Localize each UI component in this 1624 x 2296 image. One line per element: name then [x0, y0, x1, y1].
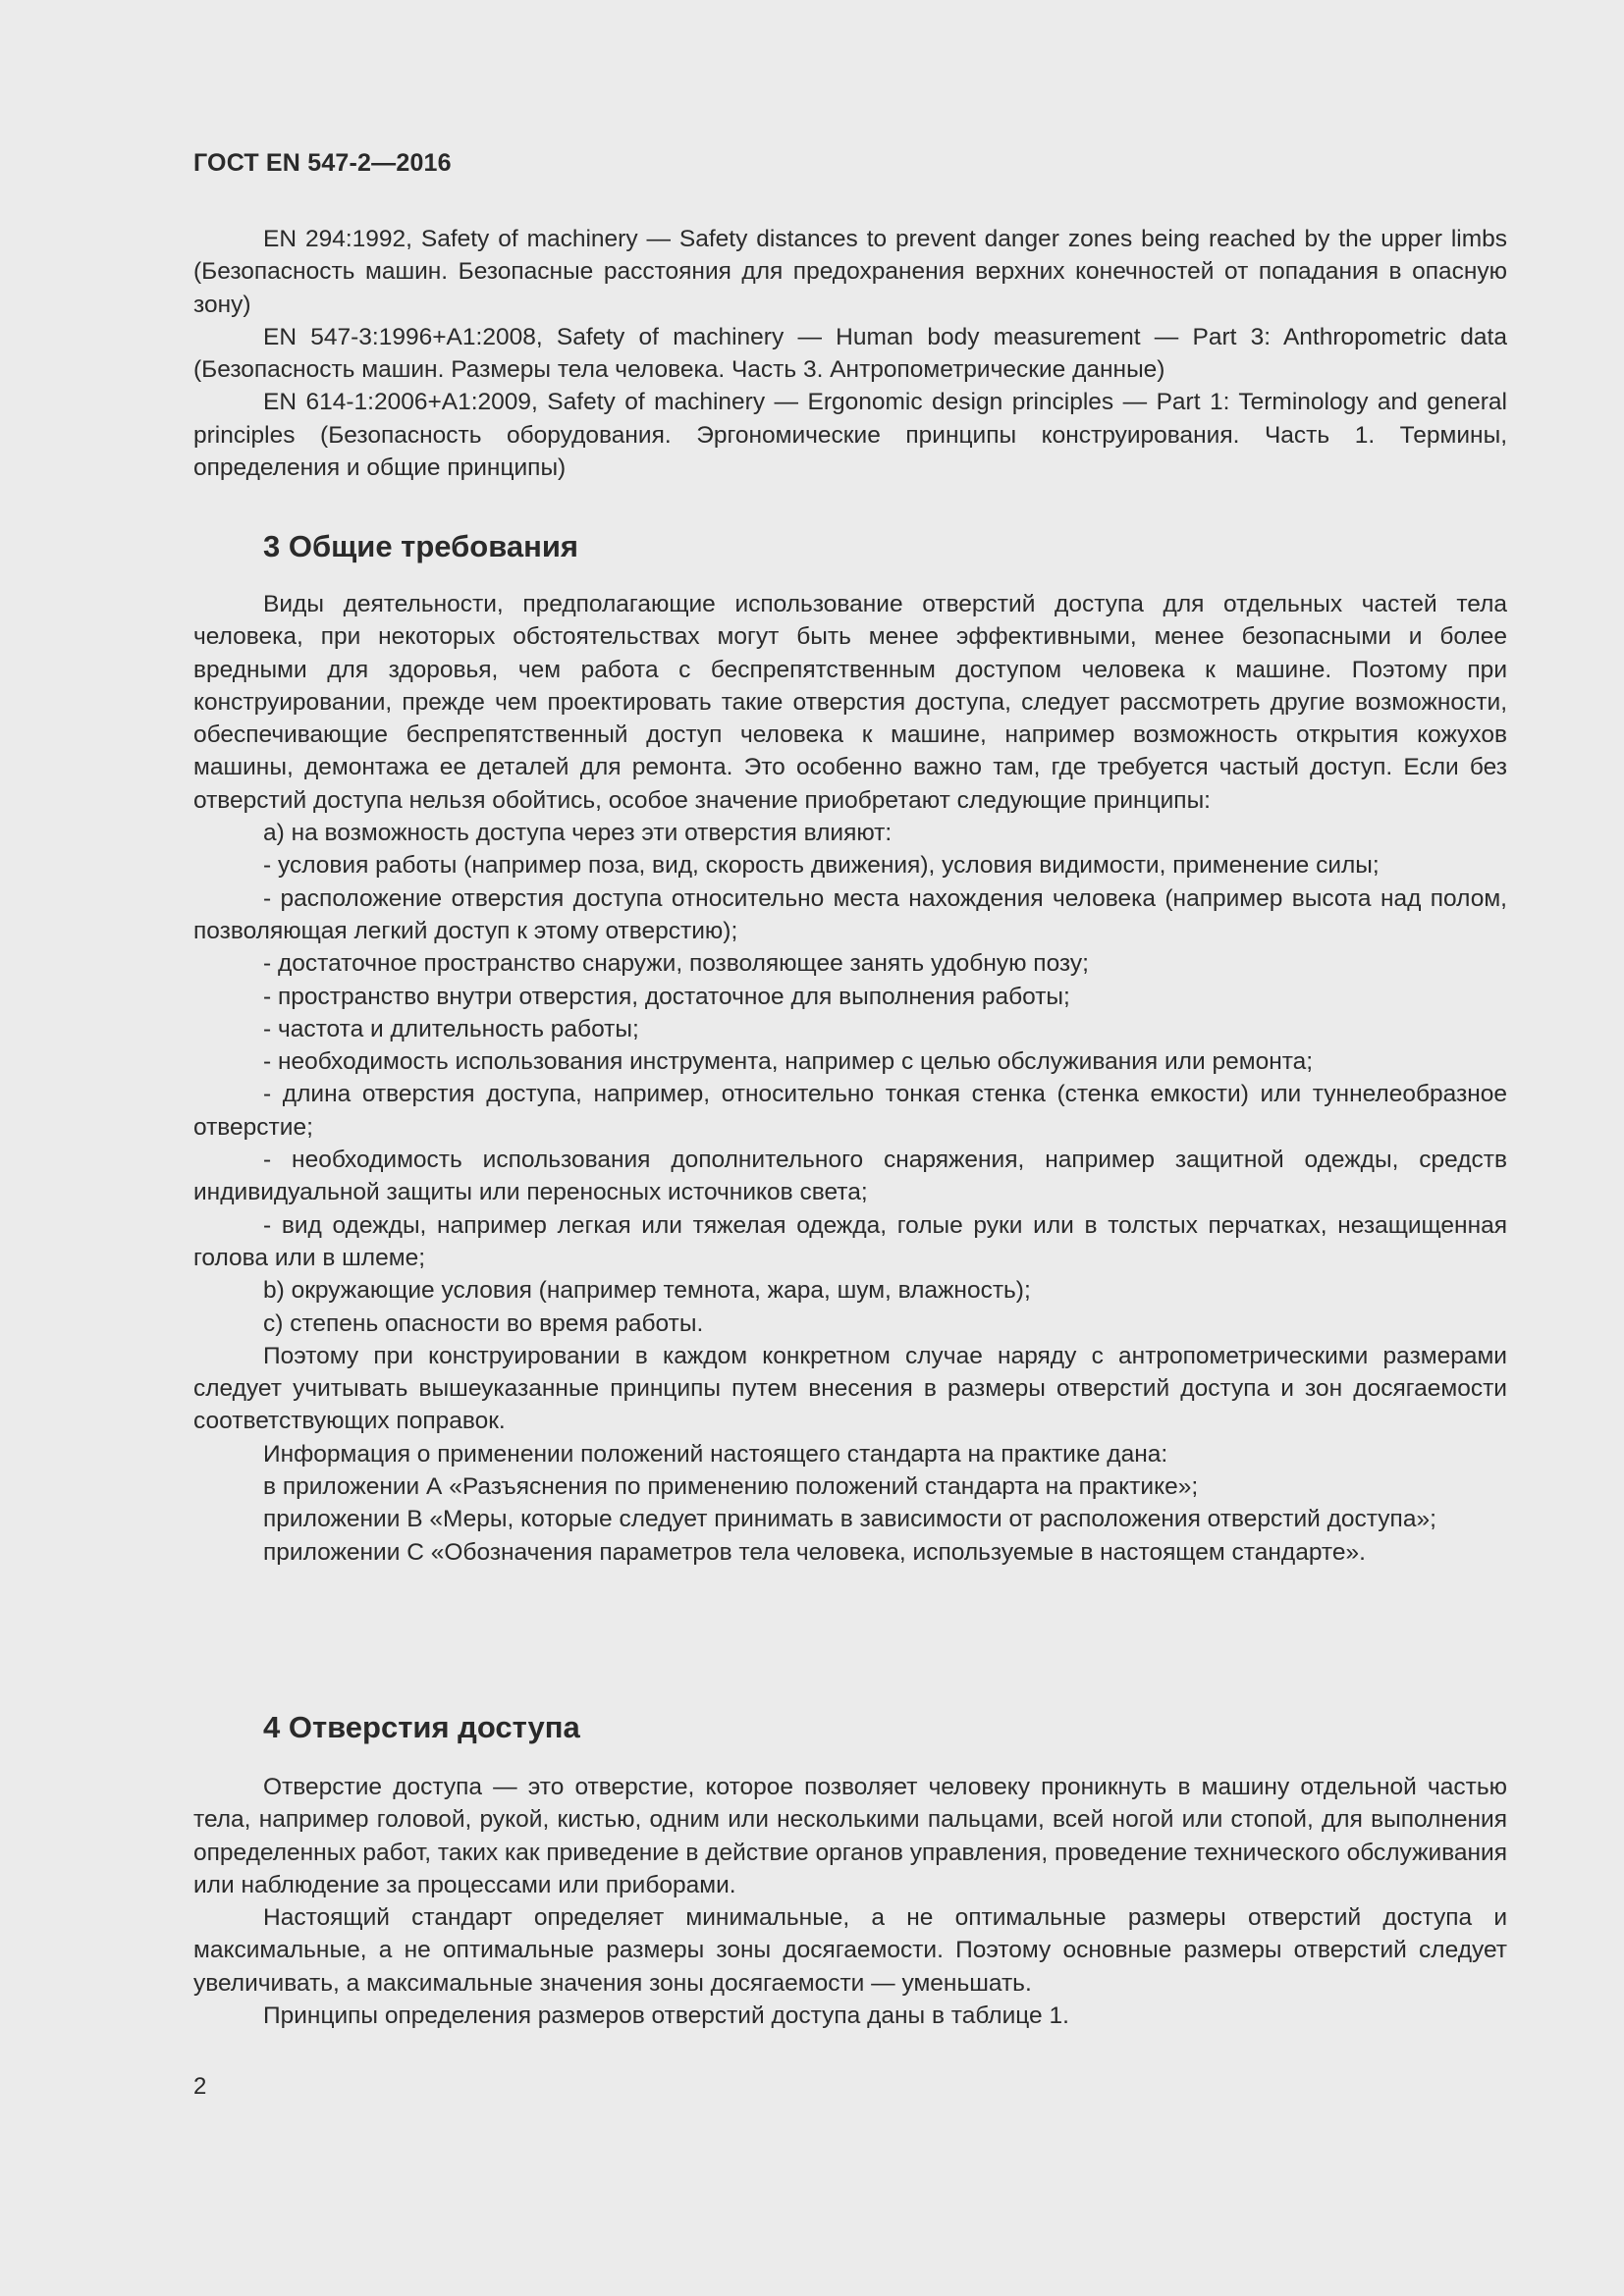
list-item: c) степень опасности во время работы. [263, 1309, 704, 1337]
section-3-body [193, 588, 1507, 1569]
section-4-body [193, 1771, 1507, 2032]
reference-item: EN 547-3:1996+A1:2008, Safety of machinery — Human body measurement — Part 3: Anthropometric data (Безопасность машин. Размеры тела человека. Часть 3. Антропометрические данные) [193, 323, 1507, 384]
paragraph: Настоящий стандарт определяет минимальные, а не оптимальные размеры отверстий доступа и максимальные, а не оптимальные размеры зоны досягаемости. Поэтому основные размеры отверстий следует увеличивать, а максимальные значения зоны досягаемости — уменьшать. [193, 1904, 1507, 1997]
paragraph: Отверстие доступа — это отверстие, которое позволяет человеку проникнуть в машину отдельной частью тела, например головой, рукой, кистью, одним или несколькими пальцами, всей ногой или стопой, для выполнения определенных работ, таких как приведение в действие органов управления, проведение технического обслуживания или наблюдение за процессами или приборами. [193, 1774, 1507, 1898]
list-item: - необходимость использования инструмента, например с целью обслуживания или ремонта; [263, 1048, 1314, 1076]
list-item: - расположение отверстия доступа относительно места нахождения человека (например высота над полом, позволяющая легкий доступ к этому отверстию); [193, 884, 1507, 944]
list-item: a) на возможность доступа через эти отверстия влияют: [263, 820, 893, 847]
paragraph: Принципы определения размеров отверстий доступа даны в таблице 1. [263, 2002, 1069, 2030]
annex-reference: в приложении А «Разъяснения по применению положений стандарта на практике»; [263, 1473, 1199, 1501]
list-item: - частота и длительность работы; [263, 1015, 639, 1042]
list-item: - достаточное пространство снаружи, позволяющее занять удобную позу; [263, 950, 1089, 978]
list-item: b) окружающие условия (например темнота, жара, шум, влажность); [263, 1277, 1031, 1305]
list-item: - необходимость использования дополнительного снаряжения, например защитной одежды, средств индивидуальной защиты или переносных источников света; [193, 1147, 1507, 1206]
section-3-heading: 3 Общие требования [263, 529, 578, 563]
section-4-heading: 4 Отверстия доступа [263, 1710, 580, 1744]
page-number: 2 [193, 2073, 207, 2100]
normative-references [193, 223, 1507, 484]
standard-header: ГОСТ EN 547-2—2016 [193, 149, 452, 177]
paragraph: Поэтому при конструировании в каждом конкретном случае наряду с антропометрическими размерами следует учитывать вышеуказанные принципы путем внесения в размеры отверстий доступа и зон досягаемости соответствующих поправок. [193, 1342, 1507, 1435]
list-item: - длина отверстия доступа, например, относительно тонкая стенка (стенка емкости) или туннелеобразное отверстие; [193, 1081, 1507, 1141]
list-item: - условия работы (например поза, вид, скорость движения), условия видимости, применение силы; [263, 852, 1380, 880]
paragraph: Информация о применении положений настоящего стандарта на практике дана: [263, 1440, 1168, 1468]
reference-item: EN 614-1:2006+A1:2009, Safety of machinery — Ergonomic design principles — Part 1: Terminology and general principles (Безопасность оборудования. Эргономические принципы конструирования. Часть 1. Термины, определения и общие принципы) [193, 389, 1507, 482]
reference-item: EN 294:1992, Safety of machinery — Safety distances to prevent danger zones being reached by the upper limbs (Безопасность машин. Безопасные расстояния для предохранения верхних конечностей от попадания в опасную зону) [193, 226, 1507, 318]
paragraph: Виды деятельности, предполагающие использование отверстий доступа для отдельных частей тела человека, при некоторых обстоятельствах могут быть менее эффективными, менее безопасными и более вредными для здоровья, чем работа с беспрепятственным доступом человека к машине. Поэтому при конструировании, прежде чем проектировать такие отверстия доступа, следует рассмотреть другие возможности, обеспечивающие беспрепятственный доступ человека к машине, например возможность открытия кожухов машины, демонтажа ее деталей для ремонта. Это особенно важно там, где требуется частый доступ. Если без отверстий доступа нельзя обойтись, особое значение приобретают следующие принципы: [193, 591, 1507, 814]
annex-reference: приложении В «Меры, которые следует принимать в зависимости от расположения отверстий доступа»; [263, 1506, 1436, 1533]
list-item: - пространство внутри отверстия, достаточное для выполнения работы; [263, 983, 1070, 1010]
annex-reference: приложении С «Обозначения параметров тела человека, используемые в настоящем стандарте». [263, 1538, 1366, 1566]
list-item: - вид одежды, например легкая или тяжелая одежда, голые руки или в толстых перчатках, незащищенная голова или в шлеме; [193, 1211, 1507, 1271]
